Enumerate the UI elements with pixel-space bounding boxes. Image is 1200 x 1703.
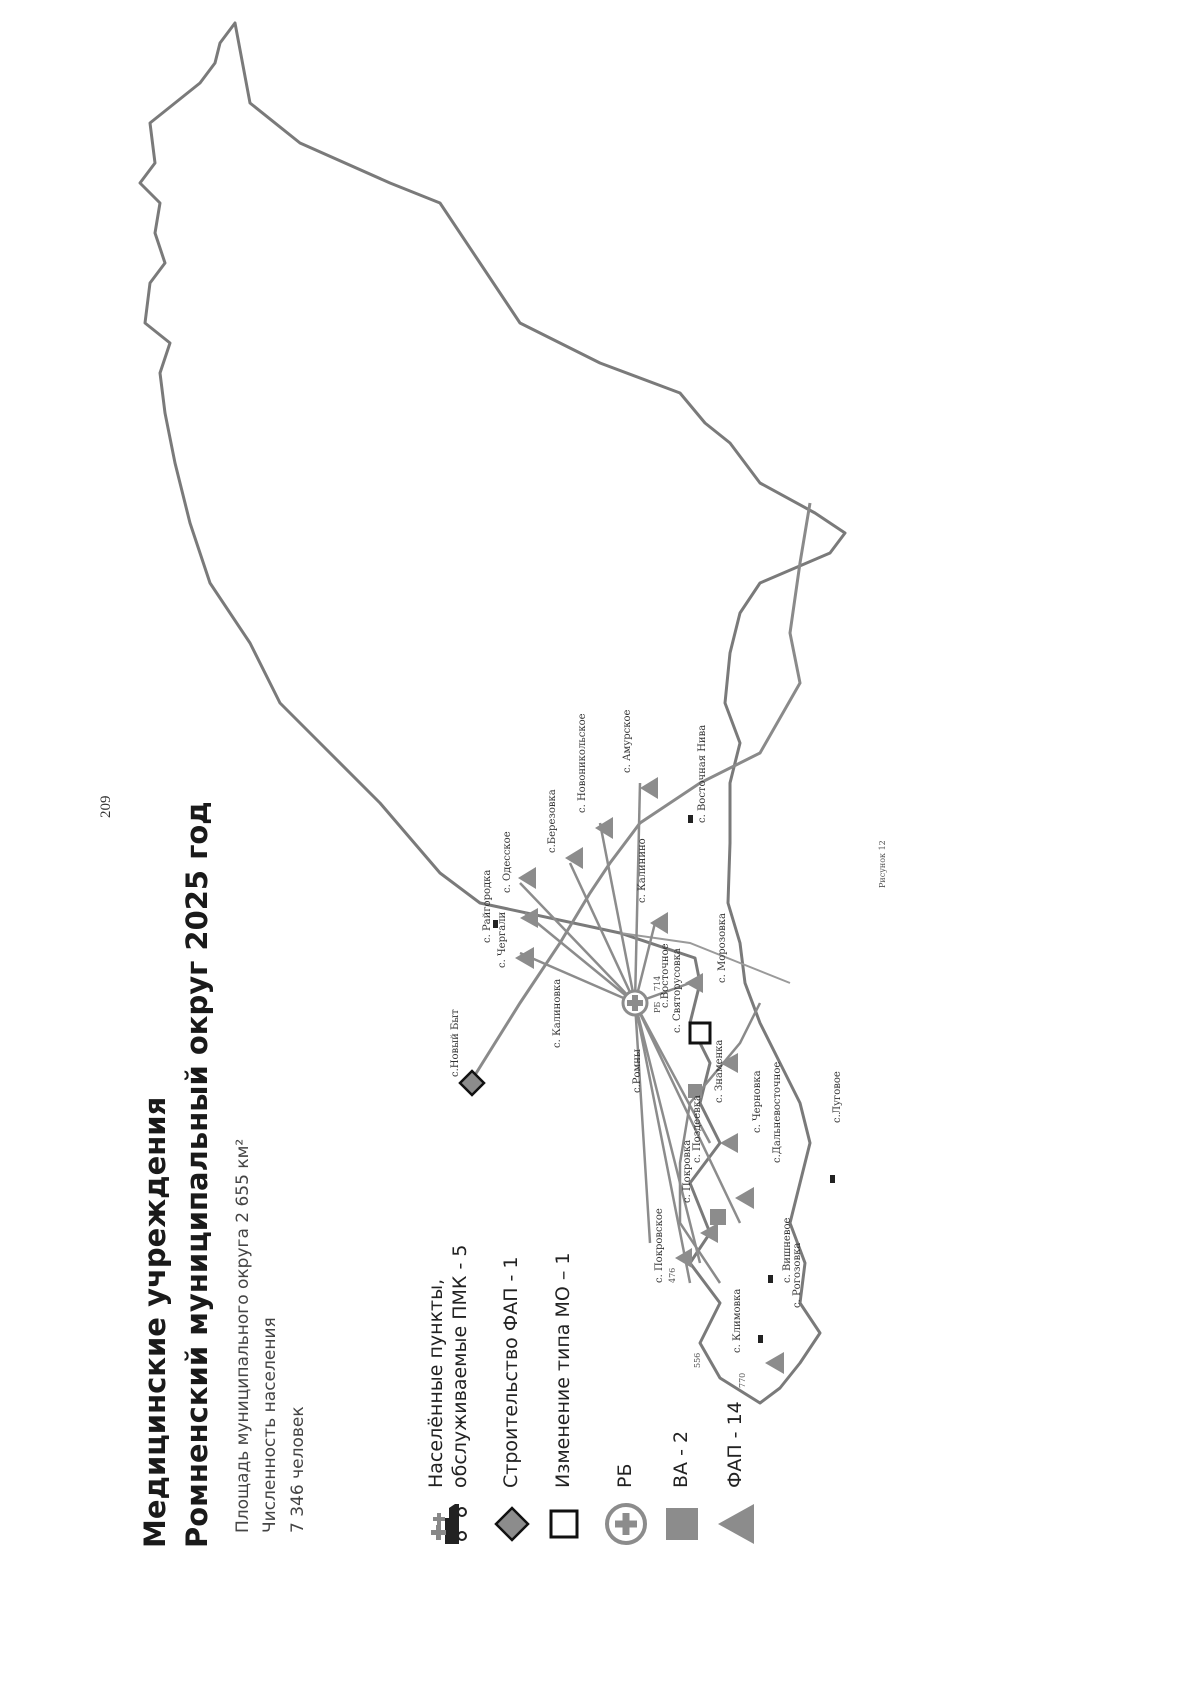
ambulance-marker <box>688 815 693 823</box>
changed-type-square <box>690 1023 710 1043</box>
village-label: с. Восточная Нива <box>697 724 708 823</box>
area-text: Площадь муниципального округа 2 655 км² <box>233 1138 253 1533</box>
triangle-marker <box>565 847 583 869</box>
triangle-marker <box>515 947 534 969</box>
village-label: с. Калинино <box>637 838 648 903</box>
map-caption: Рисунок 12 <box>878 840 887 888</box>
legend-text-square-outline: Изменение типа МО – 1 <box>552 1252 575 1488</box>
village-label: с.Ромны <box>632 1049 643 1093</box>
ambulance-marker <box>830 1175 835 1183</box>
triangle-marker <box>700 1223 718 1243</box>
triangle-marker <box>640 777 658 799</box>
village-label: с. Климовка <box>732 1288 743 1353</box>
hospital-number: 714 <box>653 975 662 991</box>
village-label: с.Березовка <box>547 789 558 853</box>
triangle-marker <box>518 867 536 889</box>
title-line-1: Медицинские учреждения <box>138 1096 172 1548</box>
road-number: 476 <box>668 1267 677 1283</box>
village-labels <box>450 710 843 1353</box>
village-label: с. Черновка <box>752 1070 763 1133</box>
road-number: 770 <box>738 1372 747 1388</box>
legend-text-triangle: ФАП - 14 <box>724 1401 747 1488</box>
population-label: Численность населения <box>260 1317 280 1533</box>
village-label: с. Покровка <box>682 1139 693 1203</box>
village-label: с. Знаменка <box>714 1039 725 1103</box>
village-label: с. Амурское <box>622 709 633 773</box>
title-line-2: Ромненский муниципальный округ 2025 год <box>180 801 214 1548</box>
triangle-marker <box>595 817 613 839</box>
village-label: с. Покровское <box>654 1208 665 1283</box>
village-label: с. Рогозовка <box>792 1242 803 1308</box>
ambulance-marker <box>758 1335 763 1343</box>
legend-text-medical-cross: РБ <box>614 1463 637 1488</box>
road-number: 556 <box>693 1352 702 1368</box>
village-label: с. Новоникольское <box>577 713 588 813</box>
village-label: с. Калиновка <box>552 978 563 1048</box>
triangle-marker <box>685 973 703 993</box>
triangle-marker <box>720 1133 738 1153</box>
ambulance-marker <box>768 1275 773 1283</box>
construction-diamond <box>460 1071 484 1095</box>
village-label: с. Вишневое <box>782 1217 793 1283</box>
village-label: с. Морозовка <box>717 913 728 983</box>
hospital-symbol <box>623 991 647 1015</box>
village-label: с. Одесское <box>502 831 513 893</box>
village-label: с. Поздеевка <box>692 1095 703 1163</box>
village-label: с. Святорусовка <box>672 948 683 1033</box>
village-label: с.Новый Быт <box>450 1009 461 1077</box>
triangle-marker <box>765 1352 784 1374</box>
village-label: с.Дальневосточное <box>772 1061 783 1163</box>
legend-text-ambulance: Населённые пункты, обслуживаемые ПМК - 5 <box>425 1244 471 1488</box>
village-label: с. Райгородка <box>482 869 493 943</box>
legend-text-diamond: Строительство ФАП - 1 <box>500 1256 523 1488</box>
triangle-marker <box>735 1187 754 1209</box>
legend-text-filled-square: ВА - 2 <box>670 1430 693 1488</box>
population-value: 7 346 человек <box>288 1406 308 1533</box>
village-label: с.Восточное <box>660 943 671 1008</box>
village-label: с.Луговое <box>832 1071 843 1123</box>
page-number: 209 <box>98 795 114 818</box>
hospital-label: РБ <box>653 1001 662 1013</box>
village-label: с. Чергали <box>497 911 508 968</box>
outpatient-square <box>710 1209 726 1225</box>
